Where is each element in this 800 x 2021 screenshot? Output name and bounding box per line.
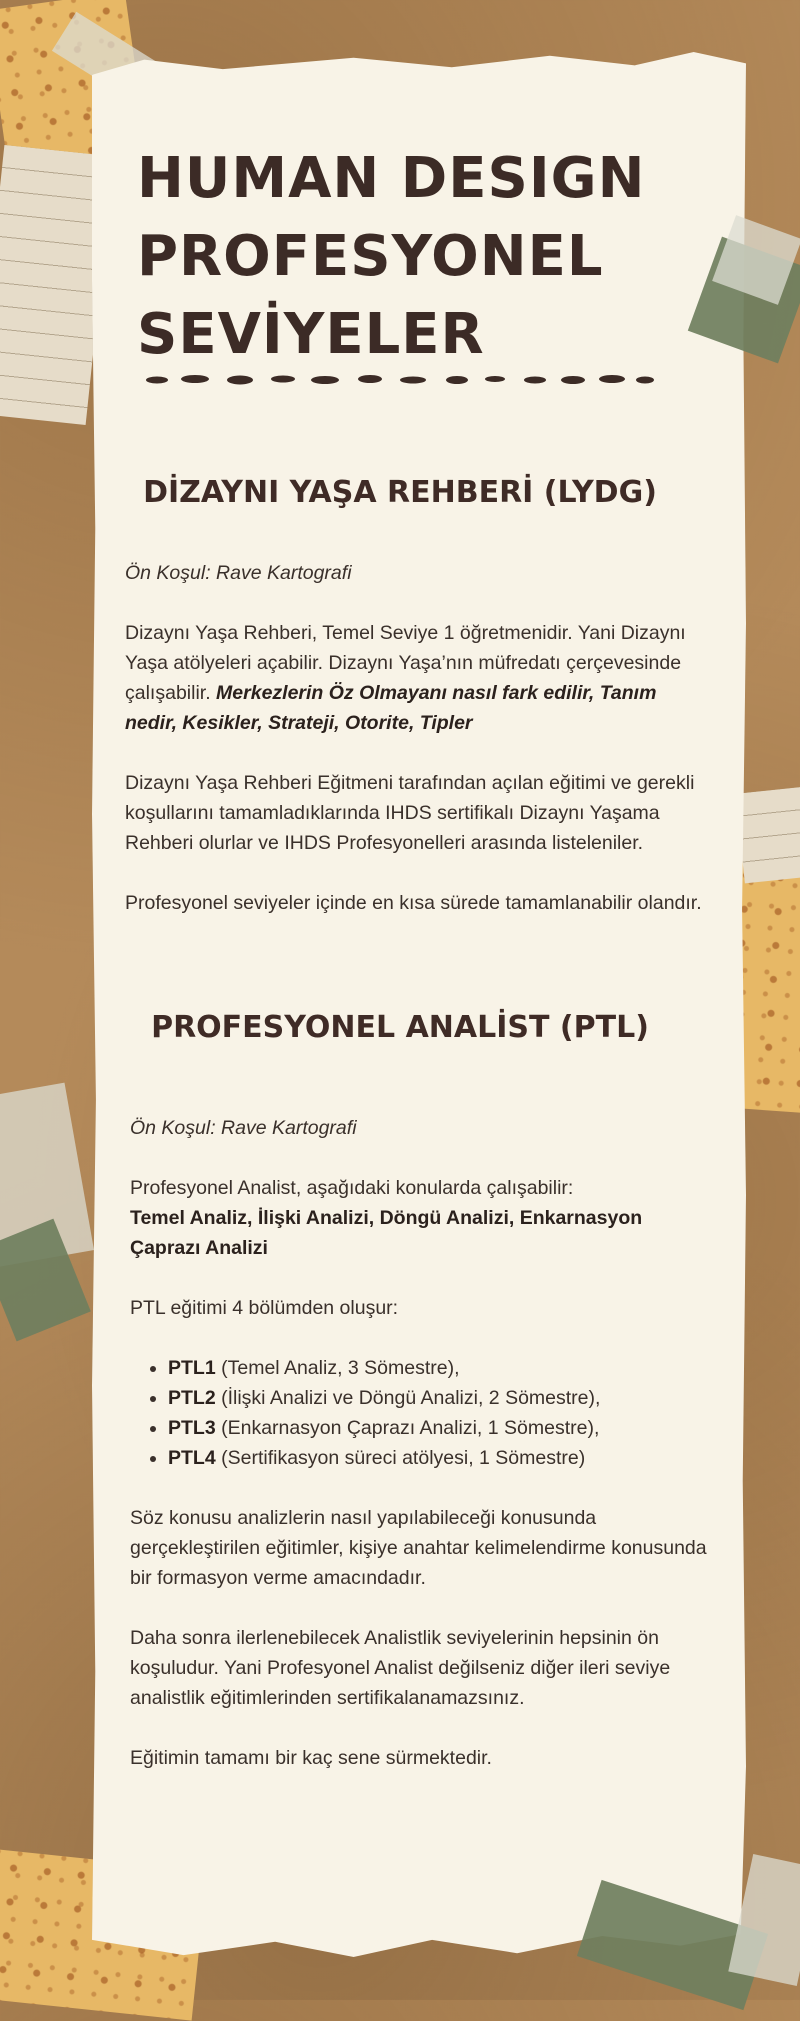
ptl-intro-text: Profesyonel Analist, aşağıdaki konularda çalışabilir: (130, 1177, 574, 1199)
ptl-paragraph: Eğitimin tamamı bir kaç sene sürmektedir. (130, 1747, 492, 1769)
list-item (168, 1383, 710, 1413)
dashed-brush-divider (145, 372, 655, 388)
ptl-module-list (130, 1353, 710, 1473)
section-lydg-body (125, 558, 705, 918)
section-heading-lydg: DİZAYNI YAŞA REHBERİ (LYDG) (143, 475, 657, 510)
title-line-1: HUMAN DESIGN (137, 146, 646, 211)
lined-paper-scrap-right (735, 787, 800, 884)
list-item (168, 1443, 710, 1473)
ptl-module-code: PTL3 (168, 1417, 216, 1439)
ptl-prerequisite: Ön Koşul: Rave Kartografi (130, 1117, 357, 1139)
ptl-paragraph: Söz konusu analizlerin nasıl yapılabileceği konusunda gerçekleştirilen eğitimler, kişiye anahtar kelimelendirme konusunda bir formasyon verme amacındadır. (130, 1507, 707, 1589)
title-line-2: PROFESYONEL (137, 224, 604, 289)
ptl-paragraph: Daha sonra ilerlenebilecek Analistlik seviyelerinin hepsinin ön koşuludur. Yani Profesyonel Analist değilseniz diğer ileri seviye analistlik eğitimlerinden sertifikalanamazsınız. (130, 1627, 671, 1709)
lydg-intro-emphasis: Merkezlerin Öz Olmayanı nasıl fark edilir, Tanım nedir, Kesikler, Strateji, Otorite, Tipler (125, 682, 657, 734)
lydg-prerequisite: Ön Koşul: Rave Kartografi (125, 562, 352, 584)
lydg-intro-paragraph (125, 618, 705, 738)
ptl-module-desc: (Sertifikasyon süreci atölyesi, 1 Sömestre) (215, 1447, 586, 1469)
lydg-paragraph: Dizaynı Yaşa Rehberi Eğitmeni tarafından açılan eğitimi ve gerekli koşullarını tamamladıklarında IHDS sertifikalı Dizaynı Yaşama Rehberi olurlar ve IHDS Profesyonelleri arasında listeleniler. (125, 772, 695, 854)
lydg-paragraph: Profesyonel seviyeler içinde en kısa sürede tamamlanabilir olandır. (125, 892, 702, 914)
ptl-list-intro: PTL eğitimi 4 bölümden oluşur: (130, 1297, 399, 1319)
list-item (168, 1413, 710, 1443)
ptl-module-code: PTL4 (168, 1447, 216, 1469)
title-line-3: SEVİYELER (137, 302, 485, 367)
section-ptl-body (130, 1113, 710, 1773)
lydg-intro-text: Dizaynı Yaşa Rehberi, Temel Seviye 1 öğretmenidir. Yani Dizaynı Yaşa atölyeleri açabilir. Dizaynı Yaşa’nın müfredatı çerçevesinde çalışabilir. (125, 622, 686, 704)
ptl-module-code: PTL1 (168, 1357, 216, 1379)
ptl-intro-emphasis: Temel Analiz, İlişki Analizi, Döngü Analizi, Enkarnasyon Çaprazı Analizi (130, 1207, 643, 1259)
section-heading-ptl: PROFESYONEL ANALİST (PTL) (151, 1010, 649, 1045)
ptl-module-desc: (Enkarnasyon Çaprazı Analizi, 1 Sömestre), (215, 1417, 600, 1439)
ptl-module-code: PTL2 (168, 1387, 216, 1409)
page-title (137, 140, 697, 374)
ptl-module-desc: (İlişki Analizi ve Döngü Analizi, 2 Sömestre), (215, 1387, 601, 1409)
list-item (168, 1353, 710, 1383)
ptl-module-desc: (Temel Analiz, 3 Sömestre), (215, 1357, 460, 1379)
